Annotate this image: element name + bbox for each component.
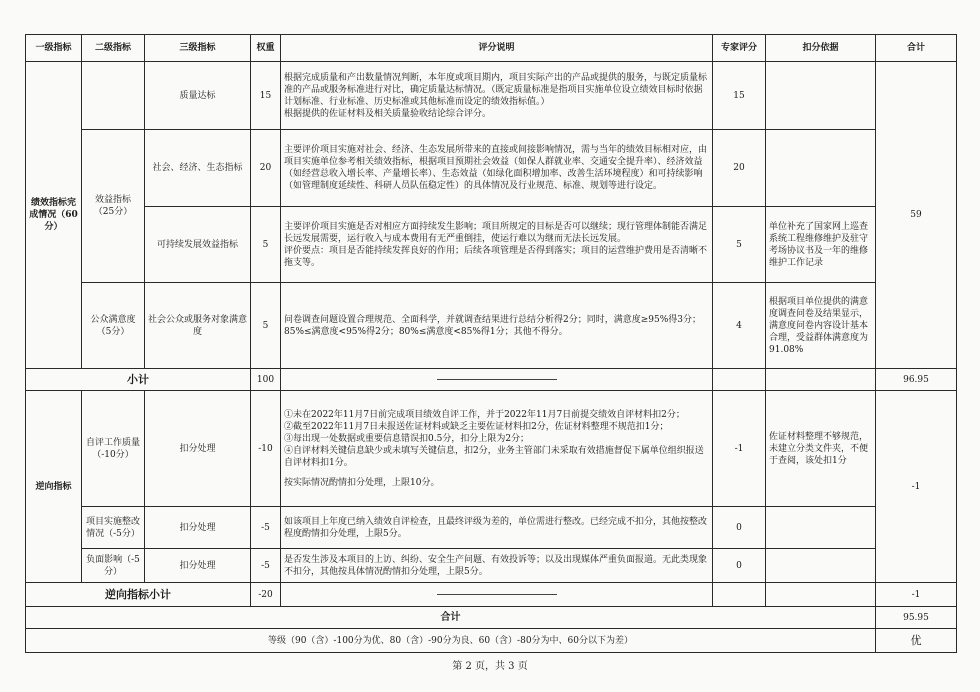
self-eval-item: ④自评材料关键信息缺少或未填写关键信息，扣2分，业务主管部门未采取有效措施督促下属单位组织报送自评材料扣1分。 bbox=[284, 445, 704, 468]
sustain-score: 5 bbox=[713, 207, 766, 283]
quality-level3: 质量达标 bbox=[145, 62, 251, 130]
self-eval-description bbox=[281, 391, 713, 507]
rectify-level2: 项目实施整改情况（-5分） bbox=[82, 507, 145, 549]
self-eval-item: ①未在2022年11月7日前完成项目绩效自评工作，并于2022年11月7日前提交绩效自评材料扣2分； bbox=[284, 409, 685, 420]
social-description: 主要评价项目实施对社会、经济、生态发展所带来的直接或间接影响情况，需与当年的绩效目标相对应，由项目实施单位参考相关绩效指标，根据项目预期社会效益（如保人群就业率、交通安全提升率）、经济效益（如经营总收入增长率、产量增长率）、生态效益（如绿化面积增加率、改善生活环境程度）和可持续影响（如管理制度延续性、科研人员队伍稳定性）的具体情况及行业规范、标准、规划等进行设定。 bbox=[281, 130, 713, 207]
negative-subtotal-total: -1 bbox=[876, 583, 957, 607]
sustain-description: 主要评价项目实施是否对相应方面持续发生影响；项目所规定的目标是否可以继续；现行管理体制能否满足长远发展需要，运行收入与成本费用有无严重倒挂，使运行难以为继而无法长远发展。 评价要点：项目是否能持续发挥良好的作用；后续各项管理是否得到落实；项目的运营维护费用是否清晰不拖支等。 bbox=[281, 207, 713, 283]
sustain-level3: 可持续发展效益指标 bbox=[145, 207, 251, 283]
rectify-weight: -5 bbox=[251, 507, 281, 549]
self-eval-item: ③每出现一处数据或重要信息错误扣0.5分，扣分上限为2分； bbox=[284, 433, 530, 444]
sustain-basis: 单位补充了国家网上巡查系统工程维修维护及驻守考场协议书及一年的维修维护工作记录 bbox=[766, 207, 876, 283]
impact-weight: -5 bbox=[251, 549, 281, 583]
quality-basis bbox=[766, 62, 876, 130]
negative-subtotal-divider bbox=[281, 583, 713, 607]
impact-description: 是否发生涉及本项目的上访、纠纷、安全生产问题、有效投诉等；以及出现媒体严重负面报道。无此类现象不扣分，其他按具体情况酌情扣分处理，上限5分。 bbox=[281, 549, 713, 583]
satisfaction-weight: 5 bbox=[251, 283, 281, 369]
header-deduction-basis: 扣分依据 bbox=[766, 35, 876, 62]
header-level3: 三级指标 bbox=[145, 35, 251, 62]
grade-text: 等级（90（含）-100分为优、80（含）-90分为良、60（含）-80分为中、60分以下为差） bbox=[26, 629, 876, 653]
subtotal-label: 小计 bbox=[26, 369, 251, 391]
impact-score: 0 bbox=[713, 549, 766, 583]
self-eval-item: 按实际情况酌情扣分处理，上限10分。 bbox=[284, 477, 440, 488]
negative-group-total: -1 bbox=[876, 391, 957, 583]
table-row bbox=[26, 391, 957, 507]
social-score: 20 bbox=[713, 130, 766, 207]
quality-weight: 15 bbox=[251, 62, 281, 130]
impact-level2: 负面影响（-5分） bbox=[82, 549, 145, 583]
rectify-score: 0 bbox=[713, 507, 766, 549]
sustain-weight: 5 bbox=[251, 207, 281, 283]
table-row bbox=[26, 207, 957, 283]
rectify-basis bbox=[766, 507, 876, 549]
satisfaction-score: 4 bbox=[713, 283, 766, 369]
self-eval-basis: 佐证材料整理不够规范，未建立分类文件夹，不便于查阅，该处扣1分 bbox=[766, 391, 876, 507]
table-row bbox=[26, 549, 957, 583]
rectify-description: 如该项目上年度已纳入绩效自评检查，且最终评级为差的，单位需进行整改。已经完成不扣分，其他按整改程度酌情扣分处理，上限5分。 bbox=[281, 507, 713, 549]
impact-basis bbox=[766, 549, 876, 583]
table-row bbox=[26, 283, 957, 369]
performance-level1-label: 绩效指标完成情况（60分） bbox=[26, 62, 82, 369]
evaluation-table bbox=[25, 34, 957, 653]
satisfaction-basis: 根据项目单位提供的满意度调查问卷及结果显示，满意度问卷内容设计基本合理，受益群体满意度为91.08% bbox=[766, 283, 876, 369]
negative-subtotal-row bbox=[26, 583, 957, 607]
self-eval-level3: 扣分处理 bbox=[145, 391, 251, 507]
header-level2: 二级指标 bbox=[82, 35, 145, 62]
self-eval-weight: -10 bbox=[251, 391, 281, 507]
header-description: 评分说明 bbox=[281, 35, 713, 62]
header-expert-score: 专家评分 bbox=[713, 35, 766, 62]
social-level3: 社会、经济、生态指标 bbox=[145, 130, 251, 207]
negative-subtotal-weight: -20 bbox=[251, 583, 281, 607]
social-weight: 20 bbox=[251, 130, 281, 207]
grand-total-label: 合计 bbox=[26, 607, 876, 629]
rectify-level3: 扣分处理 bbox=[145, 507, 251, 549]
grand-total-value: 95.95 bbox=[876, 607, 957, 629]
header-total: 合计 bbox=[876, 35, 957, 62]
page-number: 第 2 页，共 3 页 bbox=[452, 661, 528, 672]
grand-total-row bbox=[26, 607, 957, 629]
subtotal-weight: 100 bbox=[251, 369, 281, 391]
grade-row bbox=[26, 629, 957, 653]
header-row bbox=[26, 35, 957, 62]
header-weight: 权重 bbox=[251, 35, 281, 62]
impact-level3: 扣分处理 bbox=[145, 549, 251, 583]
subtotal-row bbox=[26, 369, 957, 391]
self-eval-score: -1 bbox=[713, 391, 766, 507]
subtotal-total: 96.95 bbox=[876, 369, 957, 391]
grade-value: 优 bbox=[876, 629, 957, 653]
subtotal-divider bbox=[281, 369, 713, 391]
self-eval-item: ②截至2022年11月7日未报送佐证材料或缺乏主要佐证材料扣2分，佐证材料整理不规范扣1分； bbox=[284, 421, 669, 432]
negative-subtotal-label: 逆向指标小计 bbox=[26, 583, 251, 607]
benefit-level2: 效益指标（25分） bbox=[82, 130, 145, 283]
table-row bbox=[26, 62, 957, 130]
quality-description: 根据完成质量和产出数量情况判断，本年度或项目期内，项目实际产出的产品或提供的服务，与既定质量标准的产品或服务标准进行对比，确定质量达标情况。（既定质量标准是指项目实施单位设立绩效目标时依据计划标准、行业标准、历史标准或其他标准而设定的绩效指标值。） 根据提供的佐证材料及相关质量验收结论综合评分。 bbox=[281, 62, 713, 130]
satisfaction-level3: 社会公众或服务对象满意度 bbox=[145, 283, 251, 369]
negative-level1-label: 逆向指标 bbox=[26, 391, 82, 583]
table-row bbox=[26, 130, 957, 207]
table-row bbox=[26, 507, 957, 549]
social-basis bbox=[766, 130, 876, 207]
satisfaction-description: 问卷调查问题设置合理规范、全面科学，并就调查结果进行总结分析得2分；同时，满意度≥95%得3分；85%≤满意度<95%得2分；80%≤满意度<85%得1分；其他不得分。 bbox=[281, 283, 713, 369]
self-eval-level2: 自评工作质量（-10分） bbox=[82, 391, 145, 507]
quality-level2 bbox=[82, 62, 145, 130]
performance-group-total: 59 bbox=[876, 62, 957, 369]
satisfaction-level2: 公众满意度（5分） bbox=[82, 283, 145, 369]
header-level1: 一级指标 bbox=[26, 35, 82, 62]
quality-score: 15 bbox=[713, 62, 766, 130]
